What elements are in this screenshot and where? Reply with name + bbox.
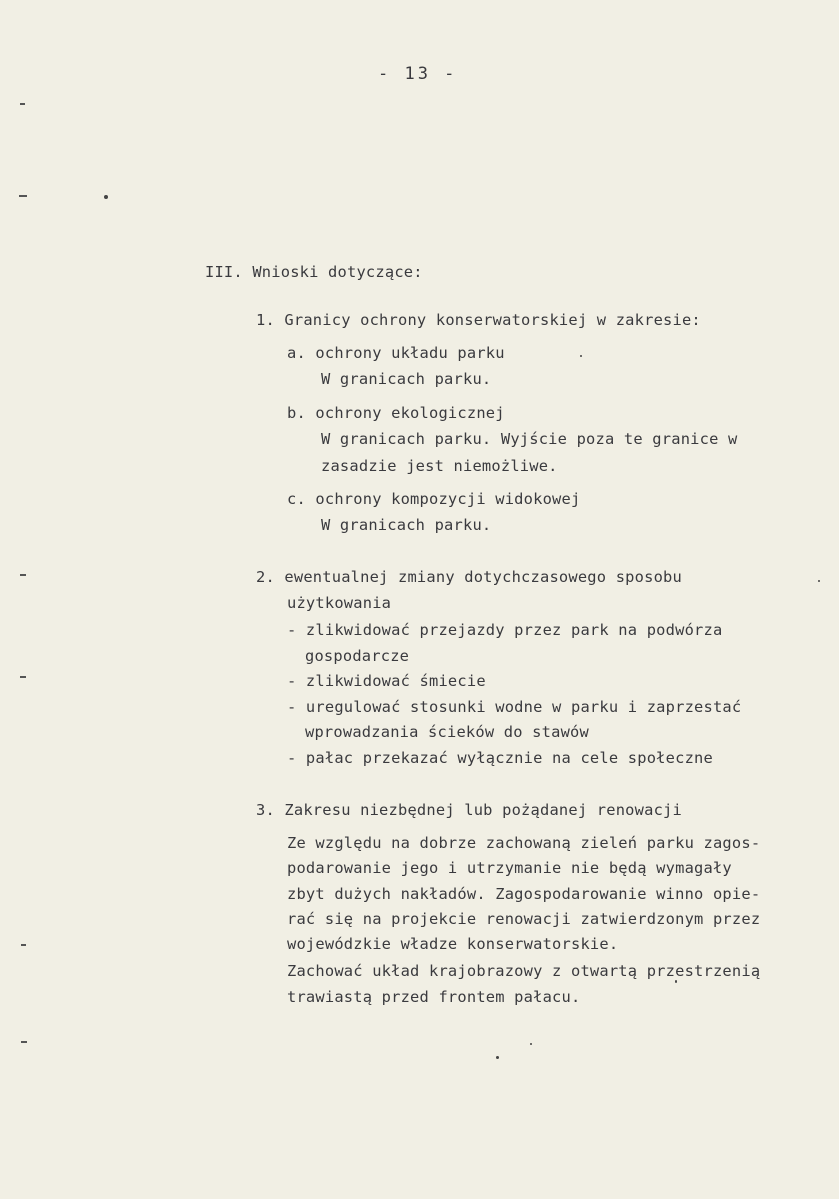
scan-speck: [104, 195, 108, 199]
item-2-heading-line-1: 2. ewentualnej zmiany dotychczasowego sposobu: [256, 568, 682, 586]
margin-mark: [20, 676, 26, 678]
scan-speck: [675, 980, 677, 983]
scan-speck: [580, 355, 582, 357]
item-2-bullet-3-line-2: wprowadzania ścieków do stawów: [305, 723, 589, 741]
item-2-bullet-2: - zlikwidować śmiecie: [287, 672, 486, 690]
item-2-bullet-1-line-1: - zlikwidować przejazdy przez park na podwórza: [287, 621, 723, 639]
item-3-paragraph-line-1: Ze względu na dobrze zachowaną zieleń parku zagos-: [287, 834, 761, 852]
item-3-paragraph-line-4: rać się na projekcie renowacji zatwierdzonym przez: [287, 910, 761, 928]
margin-mark: [21, 944, 26, 946]
scan-speck: [530, 1043, 532, 1045]
section-heading: III. Wnioski dotyczące:: [205, 263, 423, 281]
item-1c-line-2: W granicach parku.: [321, 516, 492, 534]
item-1c-line-1: c. ochrony kompozycji widokowej: [287, 490, 581, 508]
item-2-heading-line-2: użytkowania: [287, 594, 392, 612]
page-number: - 13 -: [378, 64, 458, 84]
item-1b-line-1: b. ochrony ekologicznej: [287, 404, 505, 422]
item-2-bullet-1-line-2: gospodarcze: [305, 647, 410, 665]
scan-speck: [818, 580, 820, 582]
item-1b-line-2: W granicach parku. Wyjście poza te granice w: [321, 430, 738, 448]
item-1-heading: 1. Granicy ochrony konserwatorskiej w zakresie:: [256, 311, 701, 329]
margin-mark: [21, 1041, 27, 1043]
item-1b-line-3: zasadzie jest niemożliwe.: [321, 457, 558, 475]
item-1a-line-2: W granicach parku.: [321, 370, 492, 388]
item-2-bullet-3-line-1: - uregulować stosunki wodne w parku i zaprzestać: [287, 698, 742, 716]
item-2-bullet-4: - pałac przekazać wyłącznie na cele społeczne: [287, 749, 713, 767]
margin-mark: [19, 195, 27, 197]
item-3-paragraph-line-7: trawiastą przed frontem pałacu.: [287, 988, 581, 1006]
margin-mark: [20, 103, 25, 105]
margin-mark: [20, 574, 26, 576]
scan-speck: [496, 1056, 499, 1059]
item-3-heading: 3. Zakresu niezbędnej lub pożądanej renowacji: [256, 801, 682, 819]
item-3-paragraph-line-2: podarowanie jego i utrzymanie nie będą wymagały: [287, 859, 732, 877]
item-3-paragraph-line-6: Zachować układ krajobrazowy z otwartą przestrzenią: [287, 962, 761, 980]
item-3-paragraph-line-3: zbyt dużych nakładów. Zagospodarowanie winno opie-: [287, 885, 761, 903]
item-3-paragraph-line-5: wojewódzkie władze konserwatorskie.: [287, 935, 619, 953]
item-1a-line-1: a. ochrony układu parku: [287, 344, 505, 362]
